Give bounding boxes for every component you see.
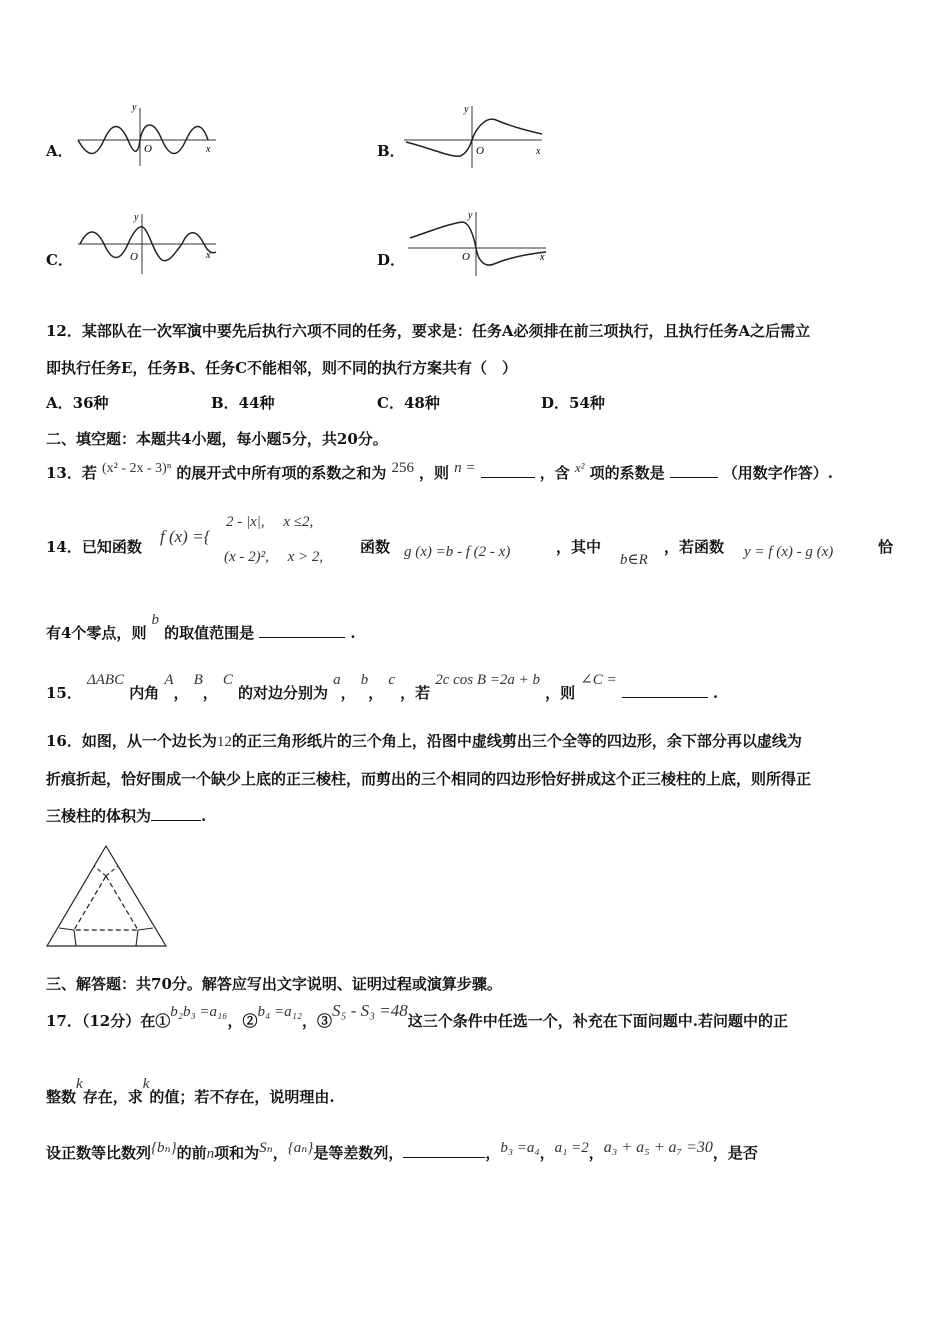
q16-end: . <box>201 807 207 825</box>
q16-line1-a: 16．如图，从一个边长为 <box>46 732 217 750</box>
q13-blank-2 <box>670 463 718 478</box>
q15-text-4: ，则 <box>545 684 576 702</box>
q12-line1: 12．某部队在一次军演中要先后执行六项不同的任务，要求是：任务A必须排在前三项执行，且执行任务A之后需立 <box>46 322 811 340</box>
graph-b-y-label: y <box>464 104 469 115</box>
graph-d-x-label: x <box>540 252 545 263</box>
q17-line2 <box>46 1072 335 1106</box>
q16-line3-text: 三棱柱的体积为 <box>46 807 152 825</box>
q15-angle-c: C <box>222 672 233 688</box>
q17-line3-a: 设正数等比数列 <box>46 1144 152 1162</box>
q16-line1 <box>46 730 802 751</box>
q14-prefix: 14．已知函数 <box>46 538 142 556</box>
q17-k-2: k <box>142 1076 150 1092</box>
q17-given-2: a₁ =2 <box>554 1140 589 1156</box>
q12-choice-a: A．36种 <box>46 394 109 412</box>
q17-text-1: 这三个条件中任选一个，补充在下面问题中.若问题中的正 <box>407 1012 788 1030</box>
q17-comma-3: ， <box>539 1144 555 1162</box>
section-2-heading: 二、填空题：本题共4小题，每小题5分，共20分。 <box>46 430 388 448</box>
graph-b <box>400 100 550 170</box>
q15-text-1: 内角 <box>129 684 160 702</box>
q15-equation: 2c cos B =2a + b <box>435 672 540 688</box>
q17-line3-c: 项和为 <box>214 1144 260 1162</box>
q15-angle-b: B <box>193 672 203 688</box>
graph-d-origin-label: O <box>462 251 470 263</box>
q17-blank <box>403 1143 485 1158</box>
q15-text-3: ，若 <box>400 684 431 702</box>
q13-text-4: 项的系数是 <box>589 464 665 482</box>
q17-end: ，是否 <box>712 1144 758 1162</box>
q14-gx: g (x) =b - f (2 - x) <box>404 544 511 560</box>
q17-line2-a: 整数 <box>46 1088 77 1106</box>
q15-angle-a: A <box>164 672 174 688</box>
graph-b-x-label: x <box>536 146 541 157</box>
option-b-label: B． <box>377 142 405 160</box>
q14-b-in-r: b∈R <box>620 552 648 568</box>
q15-angle-c-eq: ∠C = <box>580 672 617 688</box>
q17-sep-2: ，③ <box>302 1012 333 1030</box>
q17-bn: {bₙ} <box>151 1140 177 1156</box>
q12-choice-b: B．44种 <box>211 394 275 412</box>
q15-side-a: a <box>333 672 341 688</box>
graph-d-y-label: y <box>468 210 473 221</box>
q13 <box>46 456 833 486</box>
q17-n: n <box>206 1146 215 1162</box>
q17-given-1: b₃ =a₄ <box>500 1140 540 1156</box>
graph-c-y-label: y <box>134 212 139 223</box>
graph-c-origin-label: O <box>130 251 138 263</box>
graph-a-x-label: x <box>206 144 211 155</box>
q17-an: {aₙ} <box>287 1140 314 1156</box>
q17-k-1: k <box>76 1076 83 1092</box>
graph-a-origin-label: O <box>144 143 152 155</box>
q13-n-eq: n = <box>454 460 476 476</box>
graph-c <box>74 208 224 278</box>
q17-condition-3: S₅ - S₃ =48 <box>332 1001 408 1020</box>
q15: 15． ΔABC 内角 A， B， C 的对边分别为 a， b， c ，若 2c cos B =2a + b ，则 ∠C = . <box>46 672 719 702</box>
q17-condition-1: b₂b₃ =a₁₆ <box>170 1004 228 1020</box>
q14-blank <box>259 623 345 638</box>
q14-case-2: (x - 2)², x > 2, <box>224 549 324 565</box>
option-c-label: C． <box>46 251 73 269</box>
q13-text-2: ，则 <box>419 464 450 482</box>
q13-text-3: ，含 <box>539 464 570 482</box>
q14-line2-a: 有4个零点，则 <box>46 624 147 642</box>
q15-blank <box>622 683 708 698</box>
q15-end: . <box>712 684 719 702</box>
q13-prefix: 13．若 <box>46 464 97 482</box>
q14-text-1: 函数 <box>360 538 391 556</box>
q14-end: . <box>350 624 356 642</box>
q17-prefix: 17．（12分）在① <box>46 1012 171 1030</box>
q17-line3-d: 是等差数列， <box>313 1144 404 1162</box>
q17-sn: Sₙ <box>259 1140 273 1156</box>
q16-line1-b: 的正三角形纸片的三个角上，沿图中虚线剪出三个全等的四边形，余下部分再以虚线为 <box>231 732 802 750</box>
q17-condition-2: b₄ =a₁₂ <box>257 1004 303 1020</box>
q14-case-1: 2 - |x|, x ≤2, <box>226 514 314 530</box>
q14-text-2: ，其中 <box>556 538 602 556</box>
q17-comma-2: ， <box>485 1144 501 1162</box>
q14-line2-b: 的取值范围是 <box>164 624 255 642</box>
q17-line2-c: 的值；若不存在，说明理由. <box>149 1088 335 1106</box>
q12-choice-d: D．54种 <box>541 394 605 412</box>
triangle-figure <box>44 842 170 950</box>
q16-number-12: 12 <box>216 734 232 750</box>
q16-blank <box>151 806 201 821</box>
q13-expression: (x² - 2x - 3)ⁿ <box>101 461 172 476</box>
q14-text-4: 恰 <box>878 538 894 556</box>
option-d-label: D． <box>377 251 406 269</box>
option-a-label: A． <box>46 142 73 160</box>
q13-number-256: 256 <box>391 460 414 476</box>
q17-line2-b: 存在，求 <box>82 1088 143 1106</box>
q13-text-5: （用数字作答）. <box>722 464 834 482</box>
q17-comma-4: ， <box>588 1144 604 1162</box>
graph-c-x-label: x <box>206 250 211 261</box>
q14-yx: y = f (x) - g (x) <box>744 544 834 560</box>
q12-choice-c: C．48种 <box>377 394 440 412</box>
q12-line2: 即执行任务E，任务B、任务C不能相邻，则不同的执行方案共有（ ） <box>46 359 518 377</box>
section-3-heading: 三、解答题：共70分。解答应写出文字说明、证明过程或演算步骤。 <box>46 975 502 993</box>
q15-side-c: c <box>388 672 395 688</box>
q14-fx: f (x) ={ <box>160 527 211 546</box>
q13-blank-1 <box>481 463 535 478</box>
q17-comma-1: ， <box>272 1144 288 1162</box>
q17-line3-b: 的前 <box>176 1144 207 1162</box>
q17-line1 <box>46 1000 788 1034</box>
graph-a <box>74 100 224 170</box>
q14-b: b <box>151 612 160 628</box>
q17-line3 <box>46 1136 758 1166</box>
q17-sep-1: ，② <box>227 1012 258 1030</box>
q13-text-1: 的展开式中所有项的系数之和为 <box>176 464 387 482</box>
graph-d <box>404 208 554 278</box>
q15-prefix: 15． <box>46 684 82 702</box>
q15-side-b: b <box>360 672 369 688</box>
q14-line2 <box>46 608 356 642</box>
q13-x-squared: x² <box>574 460 585 475</box>
q15-text-2: 的对边分别为 <box>237 684 328 702</box>
q14-text-3: ，若函数 <box>664 538 725 556</box>
q17-given-3: a₃ + a₅ + a₇ =30 <box>603 1139 713 1156</box>
q16-line3 <box>46 805 206 826</box>
q16-line2: 折痕折起，恰好围成一个缺少上底的正三棱柱，而剪出的三个相同的四边形恰好拼成这个正三棱柱的上底，则所得正 <box>46 770 812 788</box>
graph-a-y-label: y <box>132 102 137 113</box>
q15-triangle: ΔABC <box>86 672 125 688</box>
graph-b-origin-label: O <box>476 145 484 157</box>
